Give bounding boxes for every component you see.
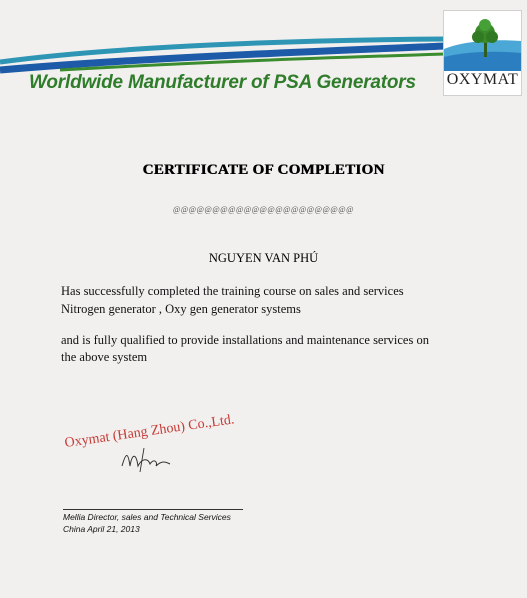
company-stamp: Oxymat (Hang Zhou) Co.,Ltd. bbox=[63, 412, 236, 452]
paragraph1-line1: Has successfully completed the training course on sales and services bbox=[61, 284, 404, 298]
certificate-title-text: CERTIFICATE OF COMPLETION bbox=[142, 162, 385, 178]
paragraph1-line2: Nitrogen generator , Oxy gen generator systems bbox=[61, 302, 301, 316]
company-tagline: Worldwide Manufacturer of PSA Generators bbox=[29, 72, 416, 93]
place-and-date: China April 21, 2013 bbox=[63, 524, 140, 534]
oxymat-logo bbox=[443, 10, 522, 96]
paragraph2-line2: the above system bbox=[61, 350, 148, 364]
handwritten-signature bbox=[92, 438, 192, 478]
paragraph2-line1: and is fully qualified to provide installations and maintenance services on bbox=[61, 333, 429, 347]
recipient-name: NGUYEN VAN PHÚ bbox=[208, 251, 319, 265]
certificate-title bbox=[0, 162, 527, 179]
signature-line bbox=[63, 509, 243, 510]
signer-title: Mellia Director, sales and Technical Services bbox=[63, 512, 231, 522]
tree-icon bbox=[444, 11, 521, 71]
decorative-divider: @@@@@@@@@@@@@@@@@@@@@@@ bbox=[173, 205, 354, 214]
logo-wordmark: OXYMAT bbox=[446, 71, 519, 88]
